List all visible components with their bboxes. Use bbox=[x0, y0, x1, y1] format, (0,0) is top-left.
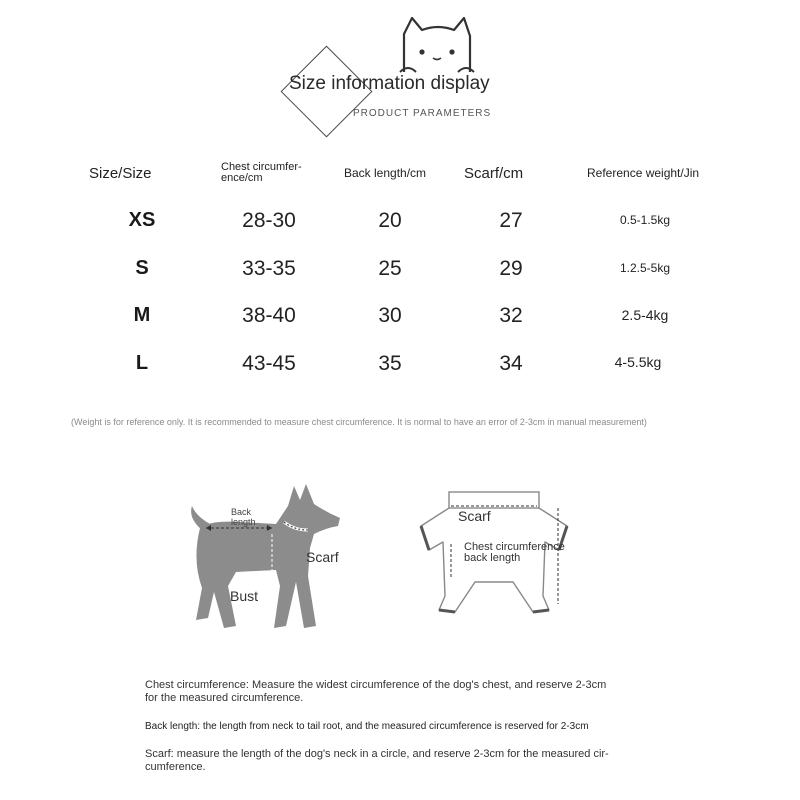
measurement-note: (Weight is for reference only. It is recommended to measure chest circumference. It is normal to have an error of 2-3cm in manual measurement) bbox=[71, 417, 647, 427]
chest-description-line1: Chest circumference: Measure the widest circumference of the dog's chest, and reserve 2-3cm bbox=[145, 679, 607, 691]
weight-cell: 1.2.5-5kg bbox=[619, 261, 671, 275]
scarf-cell: 32 bbox=[499, 304, 523, 327]
back-cell: 25 bbox=[378, 257, 402, 280]
garment-back-label: back length bbox=[464, 552, 521, 564]
dog-back-label-line1: Back bbox=[231, 507, 252, 517]
garment-chest-label: Chest circumference bbox=[464, 541, 565, 553]
size-cell: S bbox=[135, 257, 149, 279]
header-chest bbox=[221, 162, 302, 184]
chest-description-line2: for the measured circumference. bbox=[145, 692, 304, 704]
weight-cell: 0.5-1.5kg bbox=[619, 213, 671, 227]
page-title: Size information display bbox=[289, 73, 490, 94]
scarf-cell: 29 bbox=[499, 257, 523, 280]
header-chest-line2: ence/cm bbox=[221, 172, 263, 184]
header-back-length: Back length/cm bbox=[344, 166, 427, 180]
page-subtitle: PRODUCT PARAMETERS bbox=[353, 108, 492, 119]
dog-back-label-line2: length bbox=[231, 517, 256, 527]
back-description: Back length: the length from neck to tail root, and the measured circumference is reserved for 2-3cm bbox=[145, 721, 589, 732]
weight-cell: 4-5.5kg bbox=[614, 354, 662, 370]
garment-scarf-label: Scarf bbox=[458, 508, 491, 524]
chest-description bbox=[145, 679, 606, 705]
header-chest-line1: Chest circumfer- bbox=[221, 161, 302, 173]
back-cell: 30 bbox=[378, 304, 402, 327]
dog-scarf-label: Scarf bbox=[306, 549, 339, 565]
chest-cell: 43-45 bbox=[242, 352, 296, 375]
weight-cell: 2.5-4kg bbox=[621, 307, 669, 323]
scarf-description bbox=[145, 748, 609, 774]
cat-icon bbox=[398, 14, 478, 78]
size-cell: M bbox=[133, 304, 151, 326]
size-cell: XS bbox=[128, 209, 156, 231]
dog-bust-label: Bust bbox=[230, 588, 259, 604]
back-cell: 20 bbox=[378, 209, 402, 232]
dog-back-length-label bbox=[231, 507, 256, 527]
scarf-cell: 27 bbox=[499, 209, 523, 232]
header-weight: Reference weight/Jin bbox=[587, 166, 700, 180]
back-cell: 35 bbox=[378, 352, 402, 375]
scarf-description-line2: cumference. bbox=[145, 761, 206, 773]
chest-cell: 33-35 bbox=[242, 257, 296, 280]
header-size: Size/Size bbox=[89, 165, 152, 182]
scarf-cell: 34 bbox=[499, 352, 523, 375]
size-cell: L bbox=[135, 352, 149, 374]
chest-cell: 28-30 bbox=[242, 209, 296, 232]
chest-cell: 38-40 bbox=[242, 304, 296, 327]
header-scarf: Scarf/cm bbox=[464, 165, 524, 182]
scarf-description-line1: Scarf: measure the length of the dog's neck in a circle, and reserve 2-3cm for the measured cir- bbox=[145, 748, 609, 760]
